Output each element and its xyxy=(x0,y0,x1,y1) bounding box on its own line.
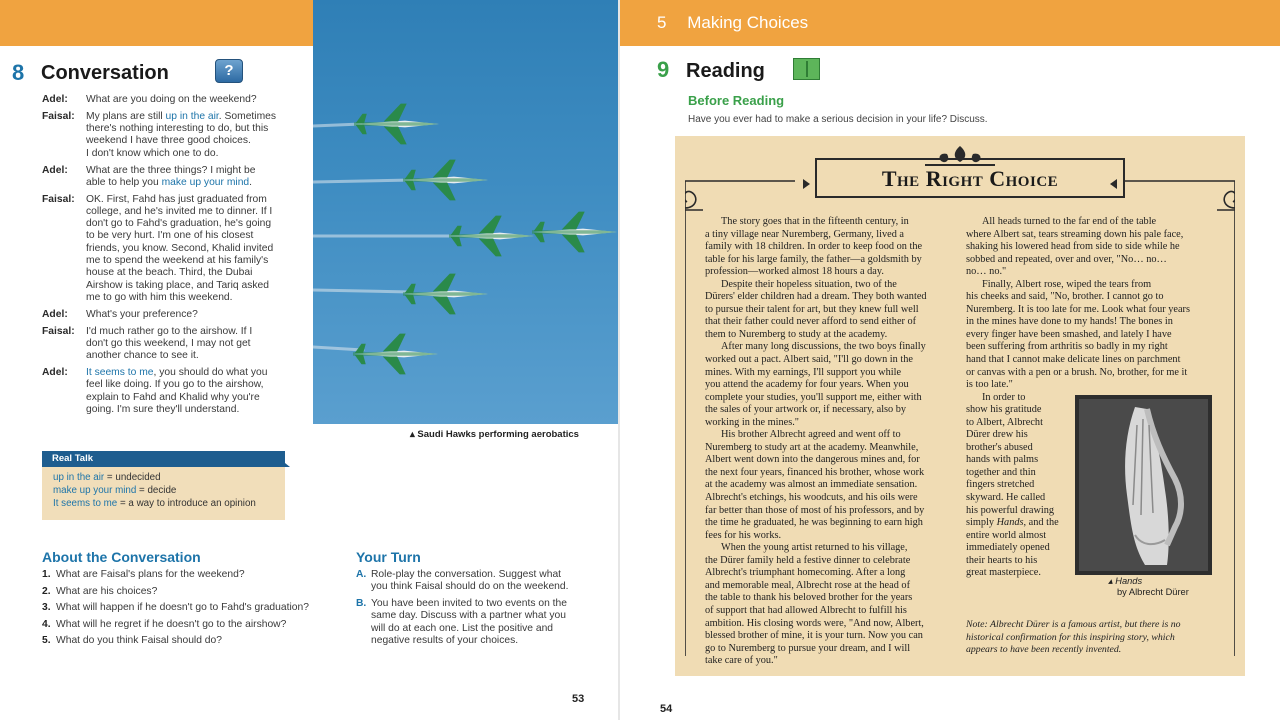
speech-line: don't go to Fahd's graduation, he's going xyxy=(86,218,272,230)
story-col1-line: Albrecht's triumphant homecoming. After a long xyxy=(705,567,906,579)
question-number: 1. xyxy=(42,569,51,580)
story-col1-line: profession—worked almost 18 hours a day. xyxy=(705,266,884,278)
story-col2-line: to Albert, Albrecht xyxy=(966,416,1043,428)
chapter-heading xyxy=(657,13,808,33)
speech-line: able to help you make up your mind. xyxy=(86,176,253,188)
artwork-title: Hands xyxy=(996,517,1024,529)
story-col1-line: a tiny village near Nuremberg, Germany, lived a xyxy=(705,228,904,240)
story-col2-paragraph xyxy=(966,279,1216,392)
speaker-label: Faisal: xyxy=(42,193,75,205)
story-col1-line: working in the mines." xyxy=(705,416,800,428)
story-col1-line: the time he graduated, he was beginning to earn high xyxy=(705,517,923,529)
speech-line: Airshow is taking place, and Tariq asked xyxy=(86,279,269,291)
story-col1-line: of support that had allowed Albrecht to fulfill his xyxy=(705,604,907,616)
speech-line: there's nothing interesting to do, but this xyxy=(86,123,269,135)
speech-line: me to go with him this weekend. xyxy=(86,291,233,303)
story-col1-line: fees for his works. xyxy=(705,529,782,541)
story-col1-line: that their father could never afford to send either of xyxy=(705,316,917,328)
speech-line: to be very hurt. I'm one of his closest xyxy=(86,230,254,242)
saudi-hawks-photo xyxy=(313,0,618,424)
note-line: Note: Albrecht Dürer is a famous artist, but there is no xyxy=(966,619,1181,630)
story-col1-line: you attend the academy for four years. When you xyxy=(705,379,909,391)
page-gutter xyxy=(618,0,620,720)
speech-line: me to spend the weekend at his family's xyxy=(86,255,269,267)
reading-section-title: Reading xyxy=(686,60,765,82)
story-col1-paragraph xyxy=(705,279,949,342)
question-number: 2. xyxy=(42,585,51,597)
question-number: 4. xyxy=(42,618,51,630)
speech-text xyxy=(86,194,296,305)
story-col2-line: where Albert sat, tears streaming down his pale face, xyxy=(966,228,1184,240)
speech-line: What are the three things? I might be xyxy=(86,164,256,176)
speech-line: weekend I have three good choices. xyxy=(86,135,251,147)
your-turn-title: Your Turn xyxy=(356,549,421,565)
story-col2-line: shaking his lowered head from side to side while he xyxy=(966,241,1180,253)
real-talk-term: make up your mind xyxy=(53,485,137,496)
story-col2-line: immediately opened xyxy=(966,542,1050,554)
story-col1-line: at the academy was almost an immediate sensation. xyxy=(705,479,918,491)
speech-line: friends, you know. Second, Khalid invited xyxy=(86,242,274,254)
story-col1-paragraph xyxy=(705,542,949,667)
real-talk-title: Real Talk xyxy=(52,453,94,464)
story-col1-line: the next four years, financed his brother, whose work xyxy=(705,466,925,478)
story-col2-line: All heads turned to the far end of the table xyxy=(982,216,1157,227)
jets-illustration xyxy=(313,0,618,424)
your-turn-b-line: You have been invited to two events on the xyxy=(371,598,567,609)
question-number: 5. xyxy=(42,635,51,646)
story-col2-line: fingers stretched xyxy=(966,479,1035,491)
speaker-label: Faisal: xyxy=(42,110,75,122)
section-title: Conversation xyxy=(41,62,169,84)
story-col2-line: brother's abused xyxy=(966,441,1033,453)
story-col2-line: no… no." xyxy=(966,266,1007,278)
question-item xyxy=(42,635,222,646)
speech-line: college, and he's invited me to dinner. If I xyxy=(86,205,273,217)
book-icon xyxy=(793,58,820,80)
story-col2-line: their hearts to his xyxy=(966,554,1038,566)
real-talk-term: up in the air xyxy=(53,472,105,483)
story-col2-line: together and thin xyxy=(966,466,1036,478)
story-col2-line: entire world almost xyxy=(966,529,1047,541)
story-col1-line: table for his large family, the father—a goldsmith by xyxy=(705,253,922,265)
speech-line: My plans are still up in the air. Sometimes xyxy=(86,110,277,122)
story-col2-line: in the mines have done to my hands! The bones in xyxy=(966,316,1173,328)
your-turn-a-line: Role-play the conversation. Suggest what xyxy=(371,569,562,580)
speech-line: I'd much rather go to the airshow. If I xyxy=(86,325,253,337)
story-col2-line: show his gratitude xyxy=(966,404,1042,416)
story-col1-line: the table to thank his beloved brother for the years xyxy=(705,592,913,604)
story-col1-line: blessed brother of mine, it is your turn. Now you can xyxy=(705,630,923,642)
your-turn-b-line: will do at each one. List the positive and xyxy=(371,622,554,634)
your-turn-b-text xyxy=(371,598,593,647)
story-col1-paragraph xyxy=(705,341,949,429)
story-col1-line: When the young artist returned to his village, xyxy=(721,542,908,554)
story-note xyxy=(966,619,1216,657)
speech-text xyxy=(86,165,296,190)
story-col1-line: After many long discussions, the two boys finally xyxy=(721,341,926,353)
speech-text xyxy=(86,367,296,416)
question-number: 3. xyxy=(42,602,51,613)
question-bubble-icon: ? xyxy=(215,59,243,83)
speech-line: another chance to see it. xyxy=(86,350,199,362)
real-talk-item: make up your mind = decide xyxy=(53,485,177,496)
hands-caption-title: ▴ Hands xyxy=(1108,576,1143,586)
story-col1-line: Albert went down into the dangerous mines and, for xyxy=(705,454,920,466)
speech-line: It seems to me, you should do what you xyxy=(86,367,268,378)
question-item xyxy=(42,586,157,597)
story-col2-line: is too late." xyxy=(966,379,1013,391)
story-col1-line: The story goes that in the fifteenth century, in xyxy=(721,216,909,227)
question-item xyxy=(42,602,309,613)
speech-text xyxy=(86,309,296,321)
about-conversation-title: About the Conversation xyxy=(42,549,201,565)
story-col2-line: his cheeks and said, "No, brother. I cannot go to xyxy=(966,291,1164,303)
story-col1-line: Nuremberg to study art at the academy. Meanwhile, xyxy=(705,441,919,453)
story-column-1 xyxy=(705,216,949,668)
speech-line: What are you doing on the weekend? xyxy=(86,94,257,105)
real-talk-header xyxy=(42,451,285,467)
story-col1-line: mines. With my earnings, I'll support you while xyxy=(705,366,902,378)
your-turn-a-text xyxy=(371,569,593,594)
section-number: 8 xyxy=(12,60,25,85)
speech-line: OK. First, Fahd has just graduated from xyxy=(86,193,267,205)
your-turn-b-line: same day. Discuss with a partner what you xyxy=(371,610,566,622)
story-col1-line: and memorable meal, Albrecht rose at the head of xyxy=(705,579,910,591)
speaker-label: Adel: xyxy=(42,367,68,378)
before-reading-title: Before Reading xyxy=(688,93,785,108)
real-talk-item: up in the air = undecided xyxy=(53,472,161,483)
story-col1-paragraph xyxy=(705,429,949,542)
question-item xyxy=(42,569,245,580)
story-col1-line: complete your studies, you'll support me, either with xyxy=(705,391,922,403)
story-col2-line: every finger have been smashed, and lately I have xyxy=(966,328,1172,340)
highlighted-expression: up in the air xyxy=(165,110,219,122)
your-turn-b-letter: B. xyxy=(356,598,367,609)
speech-line: house at the beach. Third, the Dubai xyxy=(86,267,253,279)
question-text: What do you think Faisal should do? xyxy=(56,635,222,646)
real-talk-tab-shape xyxy=(270,451,290,467)
question-item xyxy=(42,619,286,630)
story-col1-line: the Dürer family held a festive dinner to celebrate xyxy=(705,554,911,566)
before-reading-question: Have you ever had to make a serious decision in your life? Discuss. xyxy=(688,114,988,125)
speech-text xyxy=(86,111,296,160)
story-col1-line: Despite their hopeless situation, two of the xyxy=(721,278,897,290)
chapter-title: Making Choices xyxy=(687,13,809,32)
question-text: What will happen if he doesn't go to Fahd's graduation? xyxy=(56,602,309,613)
note-line: historical confirmation for this inspiring story, which xyxy=(966,631,1175,643)
story-title: The Right Choice xyxy=(881,166,1059,191)
your-turn-b-line: negative results of your choices. xyxy=(371,634,519,646)
story-col1-paragraph xyxy=(705,216,949,279)
story-col2-line: hand that I cannot make delicate lines on parchment xyxy=(966,354,1181,366)
story-col2-line: skyward. He called xyxy=(966,492,1046,504)
story-col1-line: Dürers' elder children had a dream. They both wanted xyxy=(705,291,927,303)
speaker-label: Adel: xyxy=(42,94,68,105)
speaker-label: Faisal: xyxy=(42,325,75,337)
question-text: What will he regret if he doesn't go to the airshow? xyxy=(56,618,287,630)
question-text: What are Faisal's plans for the weekend? xyxy=(56,569,245,580)
story-col2-line: hands with palms xyxy=(966,454,1039,466)
story-col2-line: his powerful drawing xyxy=(966,504,1055,516)
speech-text xyxy=(86,94,296,106)
page-number-right: 54 xyxy=(660,703,673,715)
story-col2-line: Dürer drew his xyxy=(966,429,1028,441)
story-col2-line: In order to xyxy=(982,391,1026,403)
speech-text xyxy=(86,326,296,363)
highlighted-expression: make up your mind xyxy=(161,176,250,188)
story-col1-line: to pursue their talent for art, but they knew full well xyxy=(705,303,919,315)
speech-line: don't go this weekend, I may not get xyxy=(86,337,251,349)
speaker-label: Adel: xyxy=(42,308,68,320)
question-text: What are his choices? xyxy=(56,585,158,597)
your-turn-a-letter: A. xyxy=(356,569,367,580)
story-col1-line: His brother Albrecht agreed and went off to xyxy=(721,429,901,441)
story-col2-paragraph xyxy=(966,216,1216,279)
story-col2-line: or canvas with a pen or a brush. No, brother, for me it xyxy=(966,366,1188,378)
story-col1-line: worked out a pact. Albert said, "I'll go down in the xyxy=(705,354,913,366)
photo-caption: ▴ Saudi Hawks performing aerobatics xyxy=(410,429,579,440)
story-col1-line: the sales of your artwork or, if necessary, also by xyxy=(705,404,907,416)
highlighted-expression: It seems to me xyxy=(86,367,154,378)
story-col2-line: Nuremberg. It is too late for me. Look what four years xyxy=(966,303,1190,315)
speech-line: explain to Fahd and Khalid why you're xyxy=(86,391,260,403)
story-col1-line: take care of you." xyxy=(705,655,778,667)
speech-line: I don't know which one to do. xyxy=(86,147,219,159)
story-col2-line: sobbed and repeated, over and over, "No… no… xyxy=(966,253,1167,265)
page-number-left: 53 xyxy=(572,693,585,705)
story-col2-line: Finally, Albert rose, wiped the tears from xyxy=(982,278,1152,290)
story-col1-line: them to Nuremberg to study at the academy. xyxy=(705,328,888,340)
hands-caption-author: by Albrecht Dürer xyxy=(1117,587,1189,597)
speech-line: What's your preference? xyxy=(86,308,198,320)
speech-line: feel like doing. If you go to the airshow, xyxy=(86,379,264,391)
your-turn-a-line: you think Faisal should do on the weekend. xyxy=(371,581,569,593)
story-col1-line: far better than those of most of his professors, and by xyxy=(705,504,925,516)
hands-drawing-image xyxy=(1075,395,1212,575)
story-col1-line: family with 18 children. In order to keep food on the xyxy=(705,241,923,253)
real-talk-term: It seems to me xyxy=(53,498,118,509)
story-col2-line: great masterpiece. xyxy=(966,567,1041,579)
praying-hands-drawing xyxy=(1075,395,1212,575)
story-col2-line: simply Hands, and the xyxy=(966,517,1059,529)
hands-caption xyxy=(1108,576,1189,598)
story-col2-line: been suffering from arthritis so badly in my right xyxy=(966,341,1168,353)
story-col1-line: ambition. His closing words were, "And now, Albert, xyxy=(705,617,924,629)
note-line: appears to have been recently invented. xyxy=(966,644,1122,655)
story-col1-line: Albrecht's etchings, his woodcuts, and his oils were xyxy=(705,492,918,504)
story-col1-line: go to Nuremberg to pursue your dream, and I will xyxy=(705,642,911,654)
real-talk-item: It seems to me = a way to introduce an opinion xyxy=(53,498,256,509)
speech-line: going. I'm sure they'll understand. xyxy=(86,403,240,415)
speaker-label: Adel: xyxy=(42,164,68,176)
reading-section-number: 9 xyxy=(657,57,670,82)
chapter-number: 5 xyxy=(657,13,667,32)
